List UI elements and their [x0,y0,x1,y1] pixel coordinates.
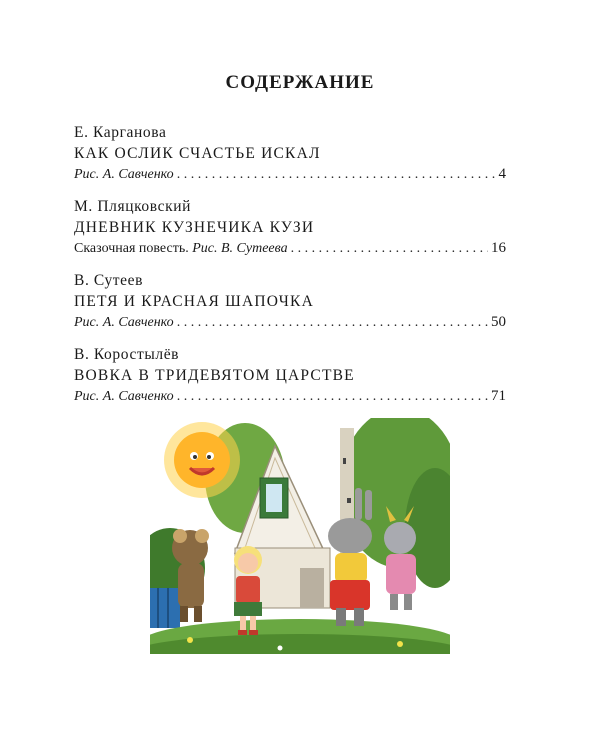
entry-credit-line [74,386,506,407]
page-title: СОДЕРЖАНИЕ [225,72,375,93]
entry-illustrator: Рис. А. Савченко [74,315,174,330]
entry-title: ДНЕВНИК КУЗНЕЧИКА КУЗИ [74,219,315,236]
entry-illustrator: Рис. А. Савченко [74,167,174,182]
entry-page-number: 16 [491,240,506,256]
entry-page-number: 71 [491,388,506,404]
entry-page-number: 4 [498,166,506,182]
entry-title: ВОВКА В ТРИДЕВЯТОМ ЦАРСТВЕ [74,367,355,384]
entry-illustrator: Рис. В. Сутеева [192,241,288,256]
entry-credit-line [74,164,506,185]
entry-title: ПЕТЯ И КРАСНАЯ ШАПОЧКА [74,293,314,310]
entry-author: М. Пляцковский [74,198,192,215]
toc-entry [74,344,506,407]
sun-icon [164,422,240,498]
dot-leader [291,238,488,259]
entry-credit-line [74,238,506,259]
dot-leader [177,386,488,407]
entry-author: В. Сутеев [74,272,144,289]
entry-author: Е. Карганова [74,124,167,141]
entry-credit-line [74,312,506,333]
fairy-tale-illustration [150,418,450,654]
entry-author: В. Коростылёв [74,346,180,363]
toc-entry [74,270,506,333]
grass [150,619,450,654]
table-of-contents [74,122,506,418]
entry-subtitle: Сказочная повесть. [74,241,189,256]
dot-leader [177,312,488,333]
toc-entry [74,196,506,259]
toc-entry [74,122,506,185]
entry-title: КАК ОСЛИК СЧАСТЬЕ ИСКАЛ [74,145,321,162]
entry-page-number: 50 [491,314,506,330]
dot-leader [177,164,496,185]
entry-illustrator: Рис. А. Савченко [74,389,174,404]
fence [150,588,180,628]
